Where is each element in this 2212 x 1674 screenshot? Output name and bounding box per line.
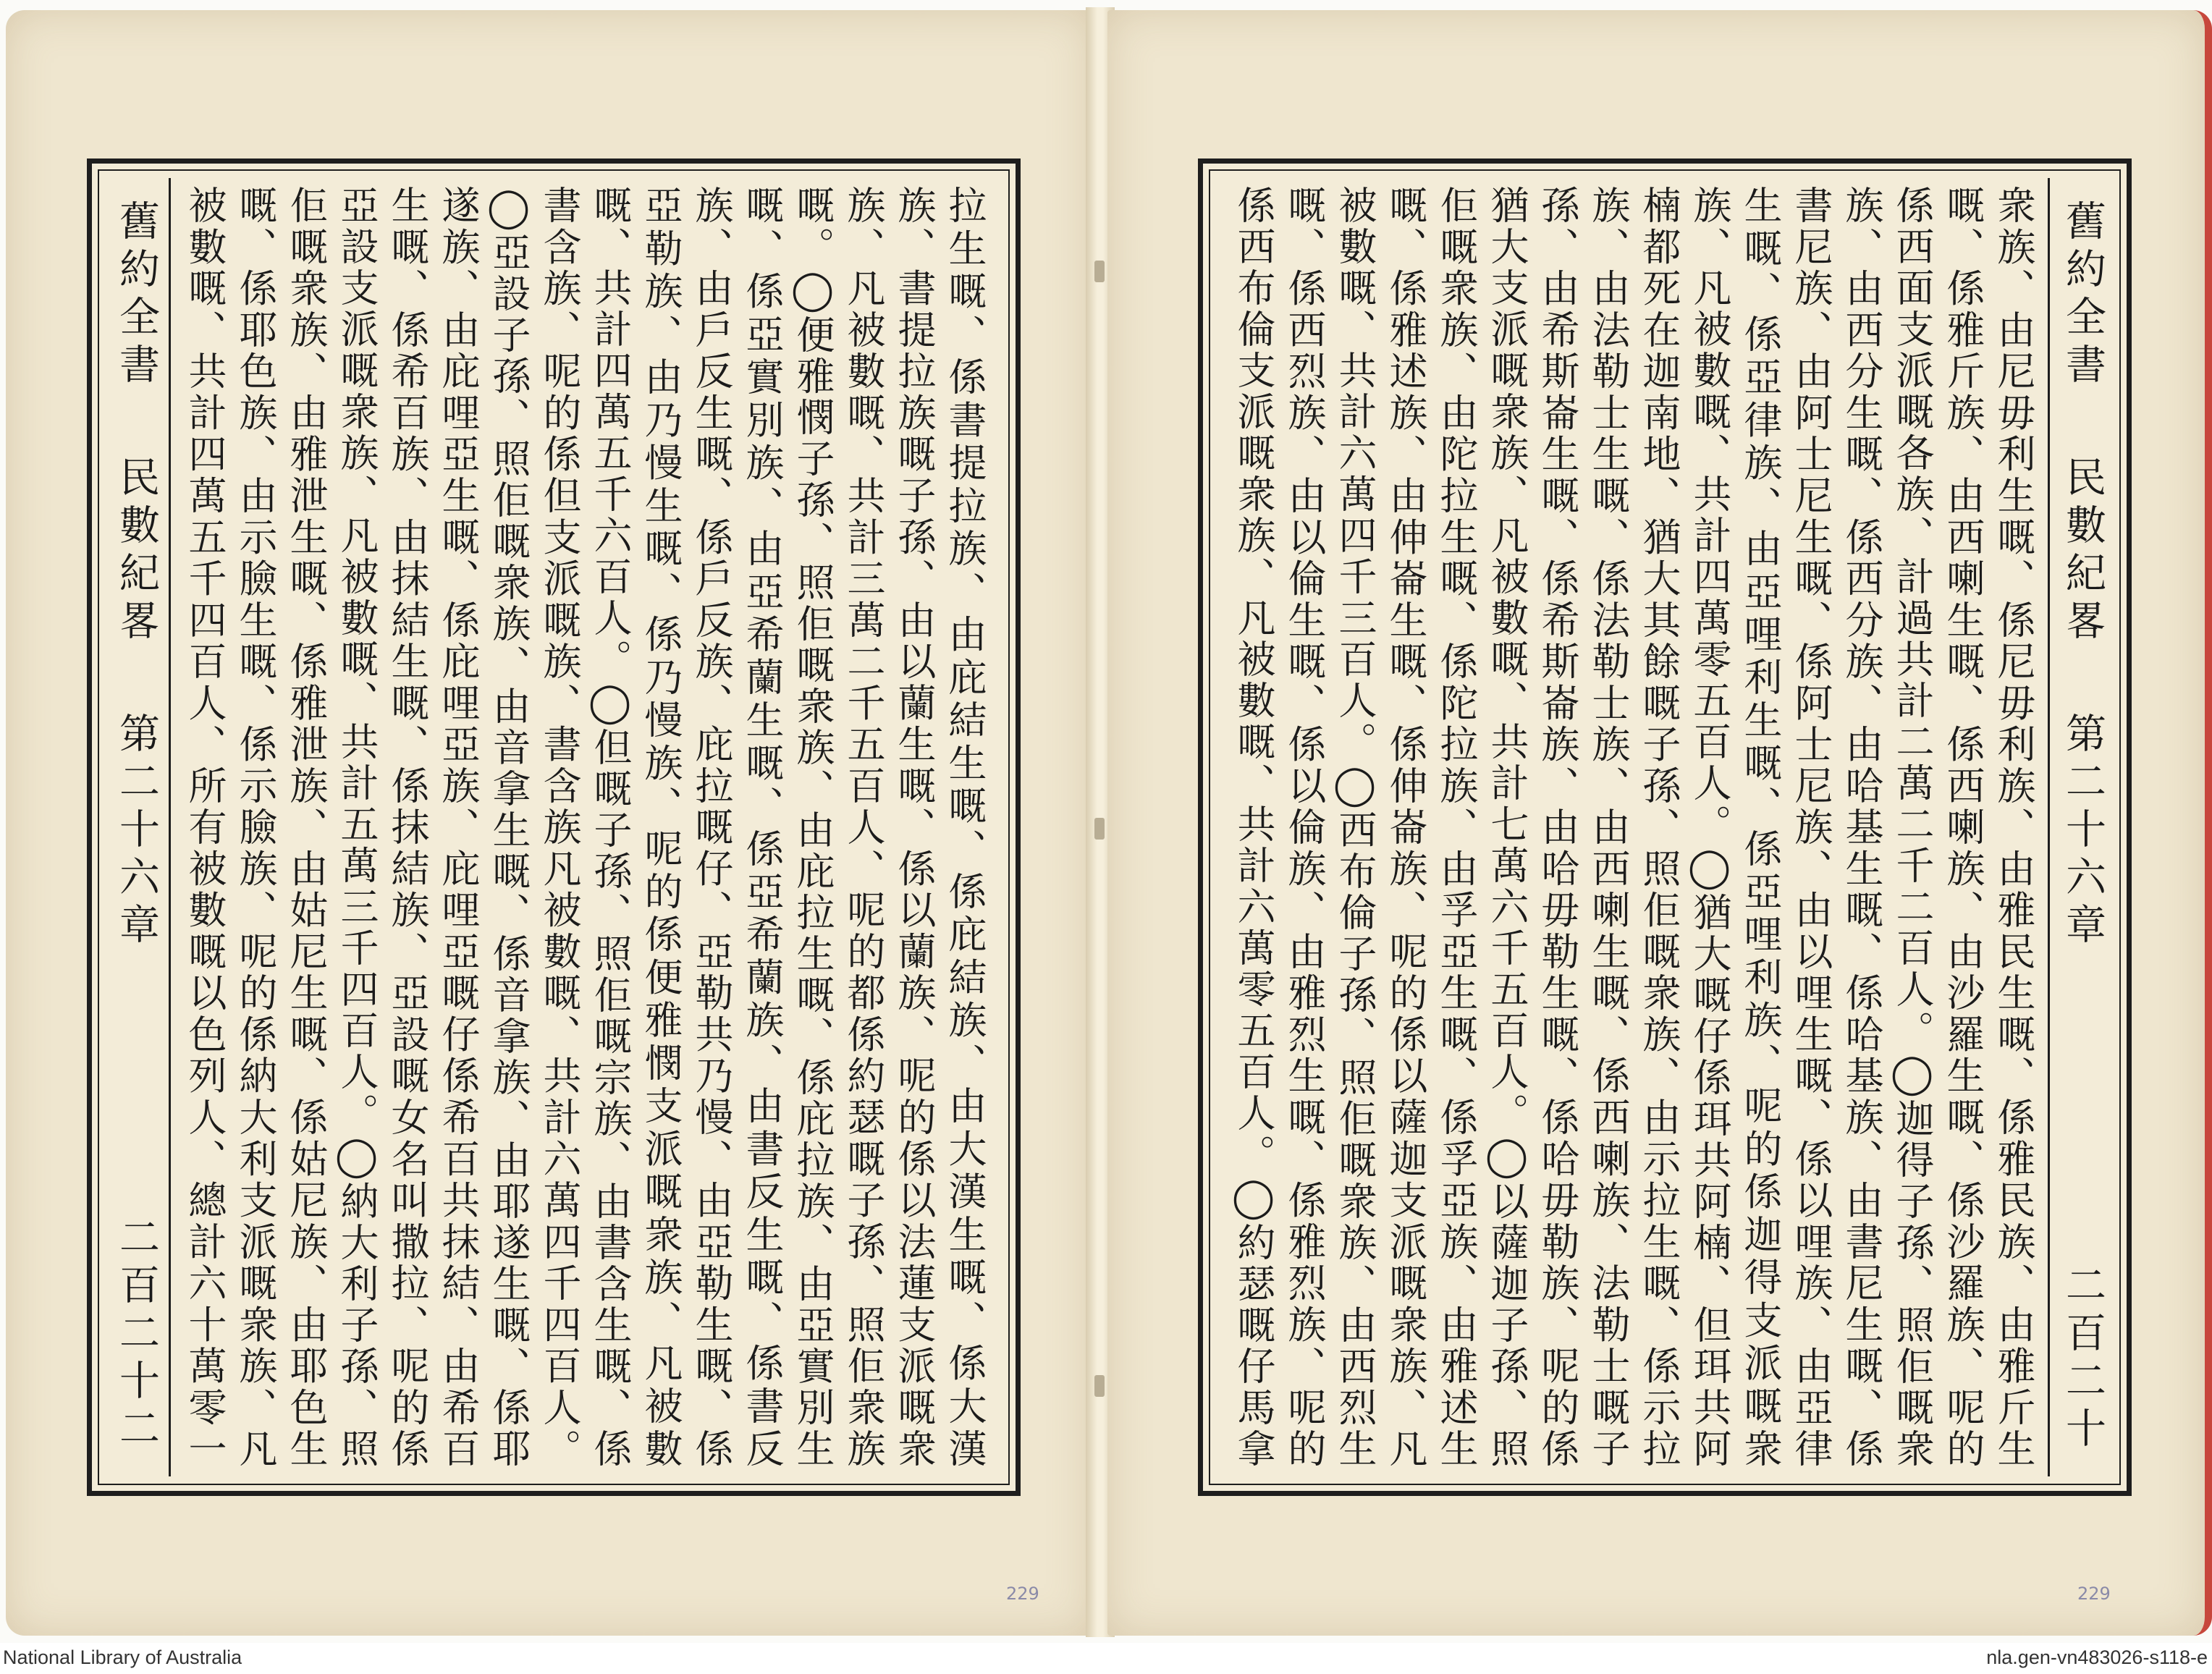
- binding-stitch: [1094, 261, 1105, 282]
- left-section-title: 民數紀畧: [113, 456, 160, 647]
- right-book-title: 舊約全書: [2059, 200, 2106, 391]
- left-page-number: 二百二十二: [113, 1216, 160, 1455]
- left-body-text: 拉生嘅、係書提拉族、由庇結生嘅、係庇結族、由大漢生嘅、係大漢族、書提拉族嘅子孫、由以蘭生嘅、係以蘭族、呢的係以法蓮支派嘅衆族、凡被數嘅、共計三萬二千五百人、呢的都係約瑟嘅子孫、照佢衆族嘅。◯便雅憫子孫、照佢嘅衆族、由庇拉生嘅、係庇拉族、由亞實別生嘅、係亞實別族、由亞希蘭生嘅、係亞希蘭族、由書反生嘅、係書反族、由戶反生嘅、係戶反族、庇拉嘅仔、亞勒共乃慢、由亞勒生嘅、係亞勒族、由乃慢生嘅、係乃慢族、呢的係便雅憫支派嘅衆族、凡被數嘅、共計四萬五千六百人。◯但嘅子孫、照佢嘅宗族、由書含生嘅、係書含族、呢的係但支派嘅族、書含族凡被數嘅、共計六萬四千四百人。◯亞設子孫、照佢嘅衆族、由音拿生嘅、係音拿族、由耶遂生嘅、係耶遂族、由庇哩亞生嘅、係庇哩亞族、庇哩亞嘅仔係希百共抹結、由希百生嘅、係希百族、由抹結生嘅、係抹結族、亞設嘅女名叫撒拉、呢的係亞設支派嘅衆族、凡被數嘅、共計五萬三千四百人。◯納大利子孫、照佢嘅衆族、由雅泄生嘅、係雅泄族、由姑尼生嘅、係姑尼族、由耶色生嘅、係耶色族、由示臉生嘅、係示臉族、呢的係納大利支派嘅衆族、凡被數嘅、共計四萬五千四百人、所有被數嘅以色列人、總計六十萬零一: [182, 185, 987, 1469]
- right-body-text: 衆族、由尼毋利生嘅、係尼毋利族、由雅民生嘅、係雅民族、由雅斤生嘅、係雅斤族、由西喇生嘅、係西喇族、由沙羅生嘅、係沙羅族、呢的係西面支派嘅各族、計過共計二萬二千二百人。◯迦得子孫、照佢嘅衆族、由西分生嘅、係西分族、由哈基生嘅、係哈基族、由書尼生嘅、係書尼族、由阿士尼生嘅、係阿士尼族、由以哩生嘅、係以哩族、由亞律生嘅、係亞律族、由亞哩利生嘅、係亞哩利族、呢的係迦得支派嘅衆族、凡被數嘅、共計四萬零五百人。◯猶大嘅仔係珥共阿楠、但珥共阿楠都死在迦南地、猶大其餘嘅子孫、照佢嘅衆族、由示拉生嘅、係示拉族、由法勒士生嘅、係法勒士族、由西喇生嘅、係西喇族、法勒士嘅子孫、由希斯崙生嘅、係希斯崙族、由哈毋勒生嘅、係哈毋勒族、呢的係猶大支派嘅衆族、凡被數嘅、共計七萬六千五百人。◯以薩迦子孫、照佢嘅衆族、由陀拉生嘅、係陀拉族、由孚亞生嘅、係孚亞族、由雅述生嘅、係雅述族、由伸崙生嘅、係伸崙族、呢的係以薩迦支派嘅衆族、凡被數嘅、共計六萬四千三百人。◯西布倫子孫、照佢嘅衆族、由西烈生嘅、係西烈族、由以倫生嘅、係以倫族、由雅烈生嘅、係雅烈族、呢的係西布倫支派嘅衆族、凡被數嘅、共計六萬零五百人。◯約瑟嘅仔馬拿: [1231, 185, 2035, 1469]
- footer-institution: National Library of Australia: [3, 1646, 242, 1668]
- binding-stitch: [1094, 1375, 1105, 1397]
- left-running-header: [104, 178, 171, 1476]
- right-running-header: [2048, 178, 2115, 1476]
- left-chapter-label: 第二十六章: [113, 712, 160, 951]
- right-text-frame: [1198, 158, 2132, 1496]
- right-pencil-note: 229: [2077, 1584, 2111, 1604]
- binding-stitch: [1094, 818, 1105, 840]
- left-pencil-note: 229: [1006, 1584, 1039, 1604]
- left-book-title: 舊約全書: [113, 200, 160, 391]
- right-page-number: 二百二十: [2059, 1264, 2106, 1455]
- right-chapter-label: 第二十六章: [2059, 712, 2106, 951]
- right-page: [1107, 10, 2212, 1636]
- left-text-frame: [87, 158, 1021, 1496]
- footer-bar: [0, 1643, 2212, 1674]
- footer-identifier: nla.gen-vn483026-s118-e: [1986, 1646, 2208, 1668]
- right-section-title: 民數紀畧: [2059, 456, 2106, 647]
- left-page: [6, 10, 1092, 1636]
